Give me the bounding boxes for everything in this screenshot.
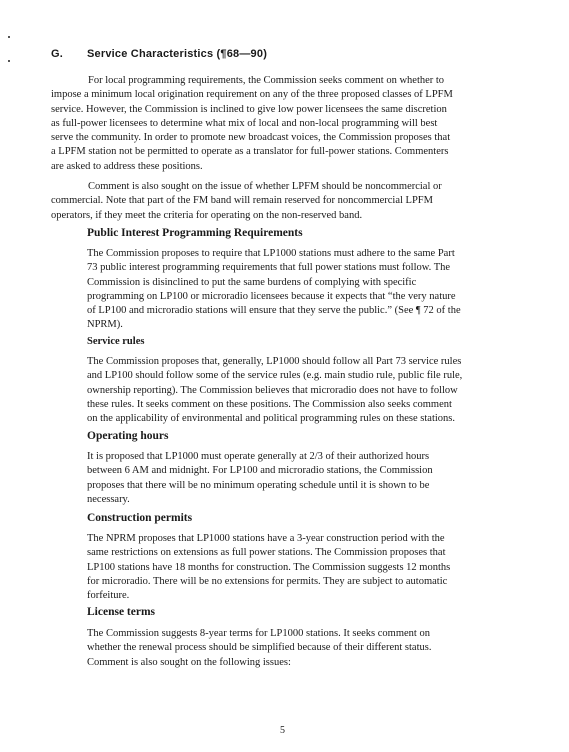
text-line: and LP100 should follow some of the service rules (e.g. main studio rule, public file rule, <box>87 370 463 382</box>
text-line: NPRM). <box>87 319 123 331</box>
text-line: Commission is disinclined to put the same burdens of complying with specific <box>87 276 417 288</box>
text-line: forfeiture. <box>87 590 130 602</box>
text-line: whether the renewal process should be simplified because of their different status. <box>87 642 432 654</box>
text-line: as full-power licensees to determine what mix of local and non-local programming will best <box>51 117 438 129</box>
subheading-license-terms: License terms <box>87 606 156 618</box>
text-line: necessary. <box>87 493 130 505</box>
subheading-construction-permits: Construction permits <box>87 512 193 524</box>
text-line: The NPRM proposes that LP1000 stations have a 3-year construction period with the <box>87 533 445 544</box>
paragraph-service-rules <box>87 355 515 426</box>
section-heading <box>51 48 267 60</box>
text-line: same restrictions on extensions as full power stations. The Commission proposes that <box>87 547 446 559</box>
section-letter: G. <box>51 48 64 60</box>
scan-speck <box>8 36 10 38</box>
text-line: Comment is also sought on the following issues: <box>87 656 291 668</box>
paragraph-operating-hours <box>87 450 515 507</box>
text-line: The Commission suggests 8-year terms for LP1000 stations. It seeks comment on <box>87 628 430 639</box>
paragraph-commercial-status <box>51 180 515 223</box>
paragraph-public-interest <box>87 247 515 333</box>
page-number: 5 <box>280 725 285 736</box>
text-line: are asked to address these positions. <box>51 160 203 172</box>
text-line: a LPFM station not be permitted to operate as a translator for full-power stations. Commenters <box>51 146 449 158</box>
text-line: impose a minimum local origination requirement on any of the three proposed classes of LPFM <box>51 89 453 101</box>
text-line: between 6 AM and midnight. For LP100 and microradio stations, the Commission <box>87 465 433 477</box>
subheading-public-interest: Public Interest Programming Requirements <box>87 227 303 239</box>
text-line: programming on LP100 or microradio licensees because it expects that “the very nature <box>87 290 456 302</box>
text-line: ownership reporting). The Commission believes that microradio does not have to follow <box>87 384 458 396</box>
text-line: of LP100 and microradio stations will ensure that they serve the public.” (See ¶ 72 of the <box>87 305 461 317</box>
text-line: Comment is also sought on the issue of whether LPFM should be noncommercial or <box>88 181 442 192</box>
scan-speck <box>8 60 10 62</box>
text-line: operators, if they meet the criteria for operating on the non-reserved band. <box>51 209 363 221</box>
text-line: The Commission proposes that, generally, LP1000 should follow all Part 73 service rules <box>87 356 462 367</box>
text-line: 73 public interest programming requirements that full power stations must follow. The <box>87 262 451 274</box>
subheading-operating-hours: Operating hours <box>87 430 169 442</box>
section-title: Service Characteristics (¶68—90) <box>87 48 268 60</box>
text-line: these rules. It seeks comment on these positions. The Commission also seeks comment <box>87 398 452 410</box>
text-line: serve the community. In order to promote new broadcast voices, the Commission proposes that <box>51 132 451 144</box>
text-line: LP100 stations have 18 months for construction. The Commission suggests 12 months <box>87 561 451 573</box>
text-line: on the applicability of environmental and political programming rules on these stations. <box>87 413 455 425</box>
text-line: It is proposed that LP1000 must operate generally at 2/3 of their authorized hours <box>87 451 430 462</box>
subheading-service-rules: Service rules <box>87 336 145 347</box>
text-line: commercial. Note that part of the FM band will remain reserved for noncommercial LPFM <box>51 195 433 207</box>
text-line: The Commission proposes to require that LP1000 stations must adhere to the same Part <box>87 248 455 259</box>
paragraph-construction-permits <box>87 532 515 603</box>
paragraph-local-programming <box>51 74 515 174</box>
text-line: proposes that there will be no minimum operating schedule until it is shown to be <box>87 479 430 491</box>
text-line: For local programming requirements, the Commission seeks comment on whether to <box>88 75 445 86</box>
text-line: service. However, the Commission is inclined to give low power licensees the same discretion <box>51 103 447 115</box>
text-line: for microradio. There will be no extensions for permits. They are subject to automatic <box>87 575 448 587</box>
paragraph-license-terms <box>87 627 515 670</box>
